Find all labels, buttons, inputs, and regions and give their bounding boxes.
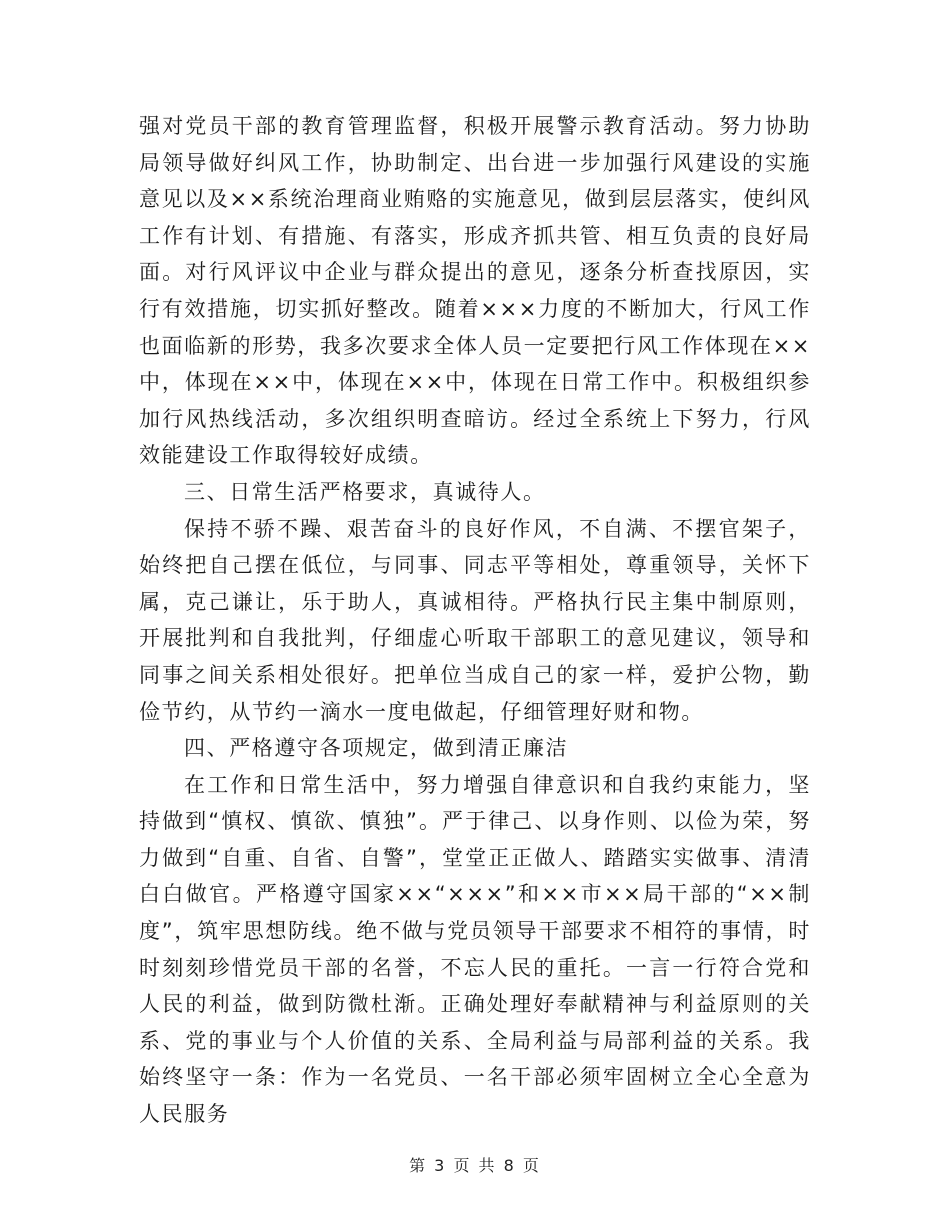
section-heading-four: 四、严格遵守各项规定，做到清正廉洁 xyxy=(184,736,569,761)
document-body xyxy=(139,108,811,1133)
paragraph-integrity: 在工作和日常生活中，努力增强自律意识和自我约束能力，坚持做到“慎权、慎欲、慎独”。严于律己、以身作则、以俭为荣，努力做到“自重、自省、自警”，堂堂正正做人、踏踏实实做事、清清白白做官。严格遵守国家××“×××”和××市××局干部的“××制度”，筑牢思想防线。绝不做与党员领导干部要求不相符的事情，时时刻刻珍惜党员干部的名誉，不忘人民的重托。一言一行符合党和人民的利益，做到防微杜渐。正确处理好奉献精神与利益原则的关系、党的事业与个人价值的关系、全局利益与局部利益的关系。我始终坚守一条：作为一名党员、一名干部必须牢固树立全心全意为人民服务 xyxy=(139,772,811,1127)
paragraph-discipline-continued: 强对党员干部的教育管理监督，积极开展警示教育活动。努力协助局领导做好纠风工作，协助制定、出台进一步加强行风建设的实施意见以及××系统治理商业贿赂的实施意见，做到层层落实，使纠风工作有计划、有措施、有落实，形成齐抓共管、相互负责的良好局面。对行风评议中企业与群众提出的意见，逐条分析查找原因，实行有效措施，切实抓好整改。随着×××力度的不断加大，行风工作也面临新的形势，我多次要求全体人员一定要把行风工作体现在××中，体现在××中，体现在××中，体现在日常工作中。积极组织参加行风热线活动，多次组织明查暗访。经过全系统上下努力，行风效能建设工作取得较好成绩。 xyxy=(139,114,811,468)
paragraph-daily-life: 保持不骄不躁、艰苦奋斗的良好作风，不自满、不摆官架子，始终把自己摆在低位，与同事、同志平等相处，尊重领导，关怀下属，克己谦让，乐于助人，真诚相待。严格执行民主集中制原则，开展批判和自我批判，仔细虚心听取干部职工的意见建议，领导和同事之间关系相处很好。把单位当成自己的家一样，爱护公物，勤俭节约，从节约一滴水一度电做起，仔细管理好财和物。 xyxy=(139,516,811,724)
page-number-footer: 第 3 页 共 8 页 xyxy=(409,1156,541,1175)
section-heading-three: 三、日常生活严格要求，真诚待人。 xyxy=(184,479,546,504)
